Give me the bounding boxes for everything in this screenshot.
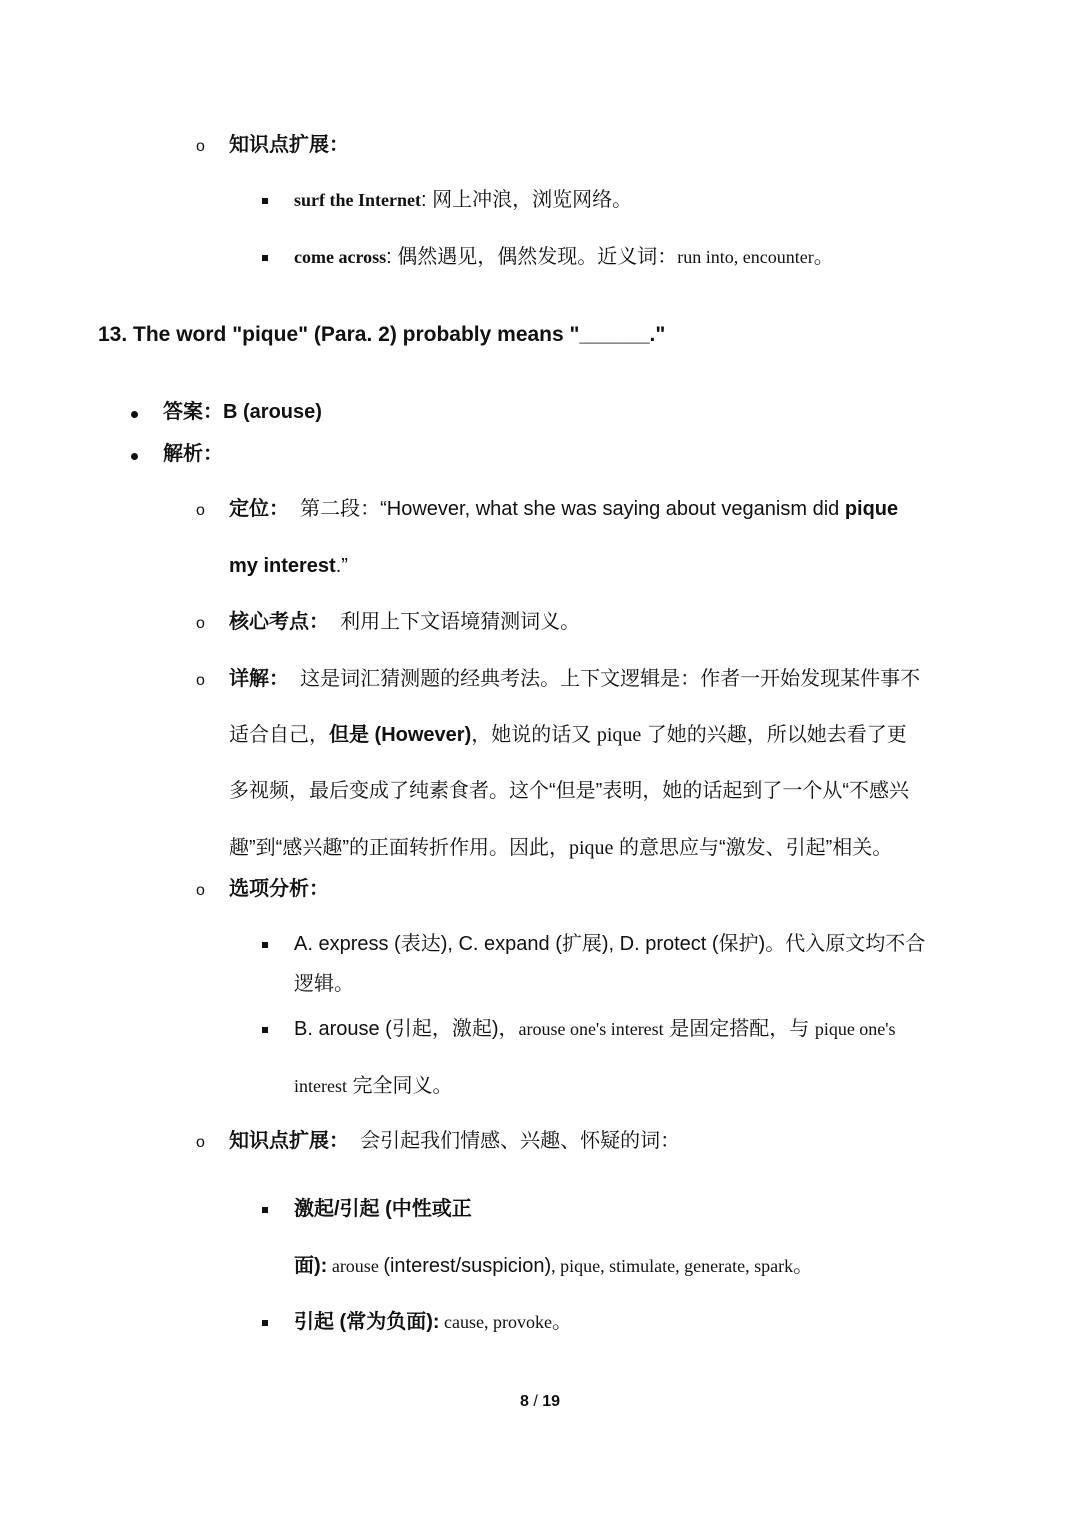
- synonyms: run into, encounter: [677, 247, 814, 267]
- quote: “However, what she was saying about veganism did: [380, 498, 845, 520]
- option-item: B. arouse (引起，激起)，arouse one's interest 是固定搭配，与 pique one's: [294, 1018, 896, 1040]
- circle-bullet-icon: o: [196, 672, 205, 689]
- question-title: 13. The word "pique" (Para. 2) probably means "______.": [98, 323, 666, 346]
- ext-line: 知识点扩展： 会引起我们情感、兴趣、怀疑的词：: [229, 1130, 681, 1152]
- locate-line-2: my interest.”: [229, 555, 348, 577]
- ext-label-prev: 知识点扩展：: [229, 134, 349, 156]
- page-number: 8 / 19: [519, 1393, 561, 1410]
- option-item: A. express (表达), C. expand (扩展), D. protect (保护)。代入原文均不合: [294, 933, 926, 955]
- options-label: 选项分析：: [229, 878, 329, 900]
- detail-line-1: 详解： 这是词汇猜测题的经典考法。上下文逻辑是：作者一开始发现某件事不: [229, 668, 921, 690]
- analysis-label: 解析：: [163, 443, 223, 465]
- circle-bullet-icon: o: [196, 502, 205, 519]
- circle-bullet-icon: o: [196, 882, 205, 899]
- circle-bullet-icon: o: [196, 1134, 205, 1151]
- circle-bullet-icon: o: [196, 615, 205, 632]
- term: come across: [294, 247, 387, 267]
- list-item: come across: 偶然遇见，偶然发现。近义词：run into, encounter。: [294, 246, 834, 268]
- ext-item: 引起 (常为负面): cause, provoke。: [294, 1311, 573, 1333]
- dot-bullet-icon: [131, 411, 138, 418]
- answer-value: B (arouse): [223, 401, 322, 423]
- answer: 答案：B (arouse): [163, 401, 322, 423]
- option-item-cont: interest 完全同义。: [294, 1075, 453, 1097]
- detail-line-4: 趣”到“感兴趣”的正面转折作用。因此，pique 的意思应与“激发、引起”相关。: [229, 837, 893, 859]
- dot-bullet-icon: [131, 453, 138, 460]
- option-item-cont: 逻辑。: [294, 973, 354, 995]
- ext-item-words: 面): arouse (interest/suspicion), pique, stimulate, generate, spark。: [294, 1255, 814, 1277]
- square-bullet-icon: [262, 942, 268, 948]
- ext-item-head: 激起/引起 (中性或正: [294, 1198, 472, 1220]
- core-line: 核心考点： 利用上下文语境猜测词义。: [229, 611, 581, 633]
- definition: : 网上冲浪，浏览网络。: [420, 189, 633, 211]
- square-bullet-icon: [262, 1027, 268, 1033]
- circle-bullet-icon: o: [196, 138, 205, 155]
- list-item: [294, 186, 632, 214]
- square-bullet-icon: [262, 1207, 268, 1213]
- square-bullet-icon: [262, 1320, 268, 1326]
- square-bullet-icon: [262, 255, 268, 261]
- definition: : 偶然遇见，偶然发现。近义词：: [386, 246, 678, 268]
- locate-line: 定位： 第二段：“However, what she was saying about veganism did pique: [229, 498, 899, 520]
- term: surf the Internet: [294, 190, 421, 210]
- detail-line-2: 适合自己，但是 (However)，她说的话又 pique 了她的兴趣，所以她去看了更: [229, 724, 907, 746]
- detail-line-3: 多视频，最后变成了纯素食者。这个“但是”表明，她的话起到了一个从“不感兴: [229, 780, 909, 802]
- square-bullet-icon: [262, 198, 268, 204]
